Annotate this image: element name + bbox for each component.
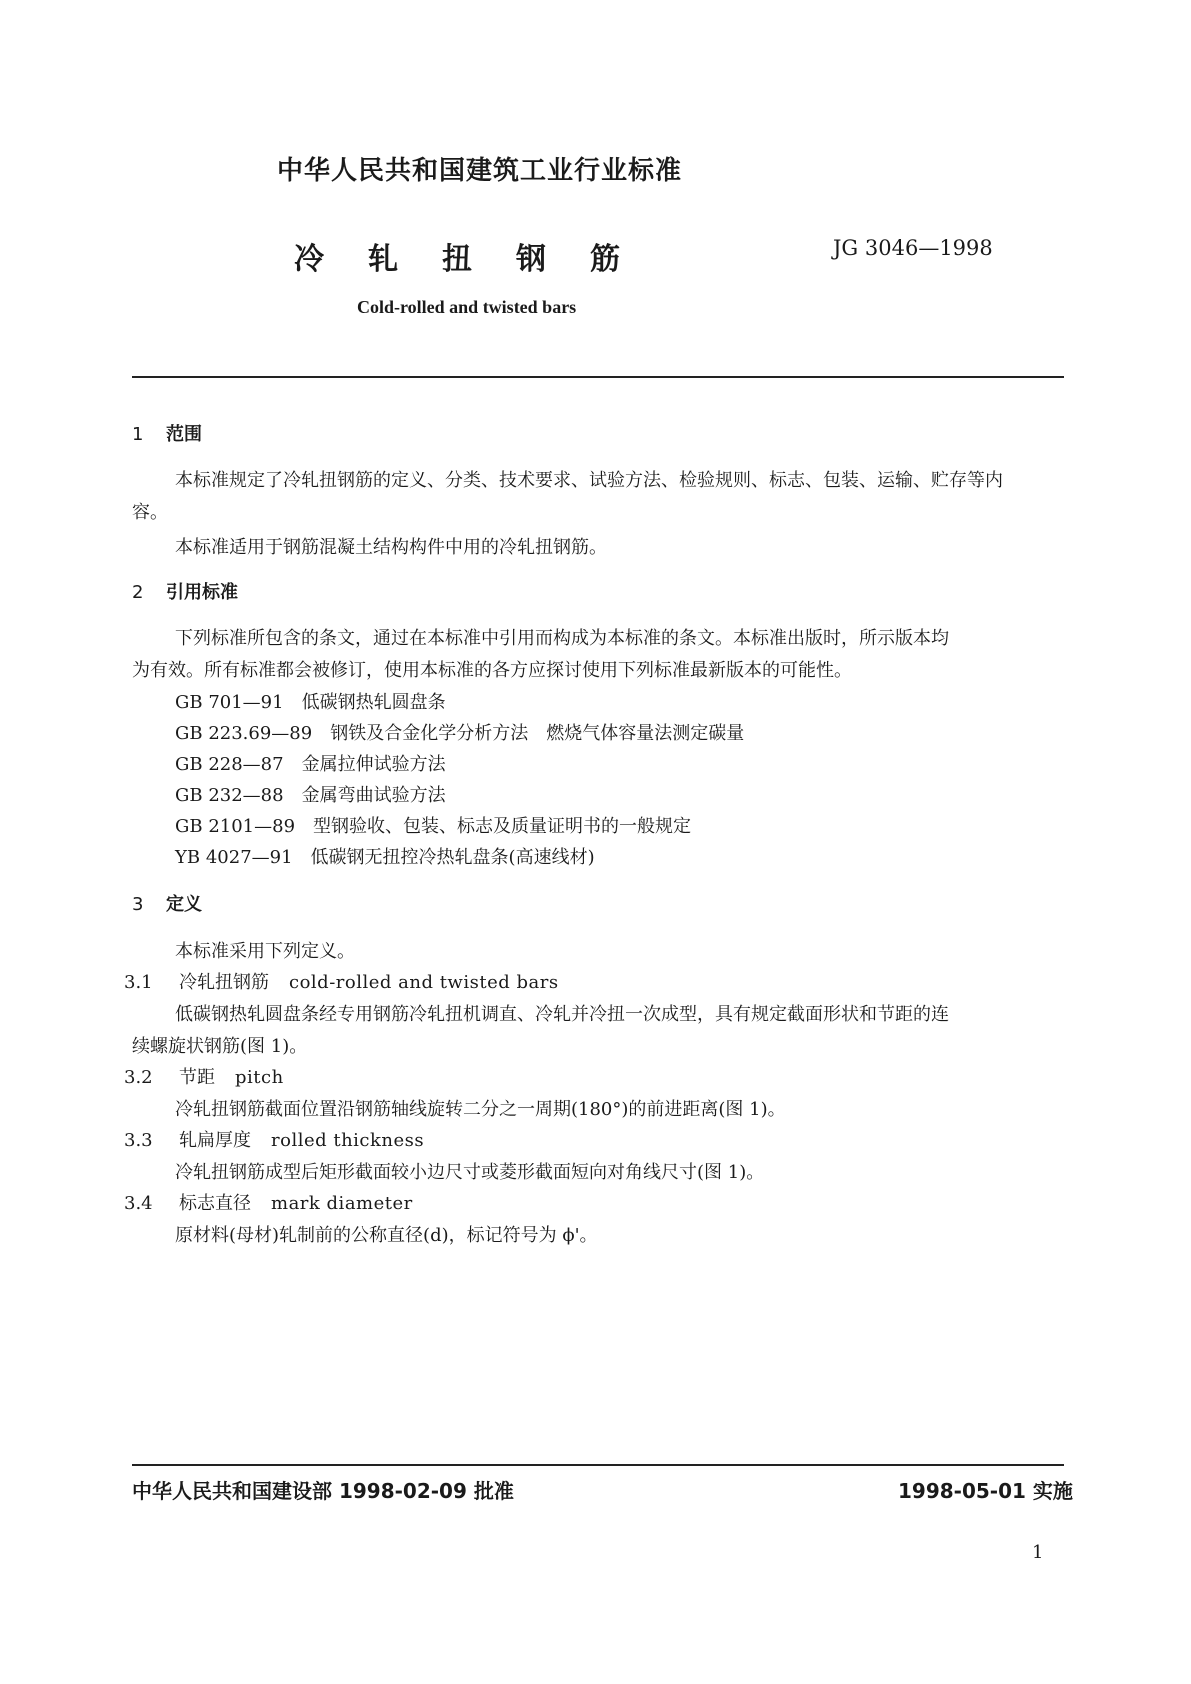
reference-code: GB 223.69—89 xyxy=(175,723,313,744)
reference-item xyxy=(175,719,744,745)
s1-paragraph-1-line-1: 本标准规定了冷轧扭钢筋的定义、分类、技术要求、试验方法、检验规则、标志、包装、运输、贮存等内 xyxy=(175,470,1003,491)
section-2-heading xyxy=(132,578,238,604)
definition-number: 3.1 xyxy=(124,972,153,993)
term-en: cold-rolled and twisted bars xyxy=(289,972,559,993)
effective-date: 1998-05-01 实施 xyxy=(898,1479,1073,1503)
reference-item xyxy=(175,688,446,714)
section-title: 定义 xyxy=(166,894,202,915)
term-cn: 标志直径 xyxy=(179,1193,251,1214)
document-title-en: Cold-rolled and twisted bars xyxy=(357,297,577,317)
reference-title: 低碳钢热轧圆盘条 xyxy=(301,692,446,713)
term-en: rolled thickness xyxy=(271,1130,425,1151)
term-en: mark diameter xyxy=(271,1193,413,1214)
s2-paragraph-line-2: 为有效。所有标准都会被修订，使用本标准的各方应探讨使用下列标准最新版本的可能性。 xyxy=(132,660,852,681)
reference-title: 型钢验收、包装、标志及质量证明书的一般规定 xyxy=(313,816,692,837)
standard-code: JG 3046—1998 xyxy=(833,236,993,260)
reference-item xyxy=(175,812,691,838)
s1-paragraph-1-line-2: 容。 xyxy=(132,502,168,523)
reference-title: 低碳钢无扭控冷热轧盘条(高速线材) xyxy=(310,847,595,868)
reference-title: 金属弯曲试验方法 xyxy=(301,785,446,806)
section-title: 引用标准 xyxy=(166,582,238,603)
reference-code: GB 232—88 xyxy=(175,785,284,806)
definition-3-1-text-line-1: 低碳钢热轧圆盘条经专用钢筋冷轧扭机调直、冷轧并冷扭一次成型，具有规定截面形状和节距的连 xyxy=(175,1004,949,1025)
reference-item xyxy=(175,750,446,776)
document-title-cn: 冷轧扭钢筋 xyxy=(294,242,664,277)
definition-3-1-heading xyxy=(124,968,559,994)
s1-paragraph-2: 本标准适用于钢筋混凝土结构构件中用的冷轧扭钢筋。 xyxy=(175,537,607,558)
reference-item xyxy=(175,843,595,869)
definition-3-4-text: 原材料(母材)轧制前的公称直径(d)，标记符号为 ϕ'。 xyxy=(175,1225,598,1246)
section-number: 2 xyxy=(132,582,144,603)
reference-code: GB 701—91 xyxy=(175,692,284,713)
definition-number: 3.4 xyxy=(124,1193,153,1214)
term-cn: 轧扁厚度 xyxy=(179,1130,251,1151)
section-1-heading xyxy=(132,420,202,446)
section-title: 范围 xyxy=(166,424,202,445)
definition-3-2-text: 冷轧扭钢筋截面位置沿钢筋轴线旋转二分之一周期(180°)的前进距离(图 1)。 xyxy=(175,1099,786,1120)
definition-3-4-heading xyxy=(124,1189,413,1215)
header-divider xyxy=(132,376,1064,378)
reference-item xyxy=(175,781,446,807)
page-number: 1 xyxy=(1032,1542,1044,1563)
term-en: pitch xyxy=(235,1067,284,1088)
definition-3-3-text: 冷轧扭钢筋成型后矩形截面较小边尺寸或菱形截面短向对角线尺寸(图 1)。 xyxy=(175,1162,765,1183)
reference-code: GB 2101—89 xyxy=(175,816,296,837)
term-cn: 节距 xyxy=(179,1067,215,1088)
footer-divider xyxy=(132,1464,1064,1466)
definition-3-2-heading xyxy=(124,1063,284,1089)
section-3-heading xyxy=(132,890,202,916)
approval-statement: 中华人民共和国建设部 1998-02-09 批准 xyxy=(132,1479,514,1503)
section-number: 3 xyxy=(132,894,144,915)
reference-code: GB 228—87 xyxy=(175,754,284,775)
reference-code: YB 4027—91 xyxy=(175,847,293,868)
definition-number: 3.2 xyxy=(124,1067,153,1088)
reference-title: 金属拉伸试验方法 xyxy=(301,754,446,775)
s3-intro: 本标准采用下列定义。 xyxy=(175,941,355,962)
s2-paragraph-line-1: 下列标准所包含的条文，通过在本标准中引用而构成为本标准的条文。本标准出版时，所示版本均 xyxy=(175,628,949,649)
definition-number: 3.3 xyxy=(124,1130,153,1151)
issuing-body-title: 中华人民共和国建筑工业行业标准 xyxy=(277,156,683,186)
section-number: 1 xyxy=(132,424,144,445)
reference-title: 钢铁及合金化学分析方法 燃烧气体容量法测定碳量 xyxy=(330,723,745,744)
term-cn: 冷轧扭钢筋 xyxy=(179,972,269,993)
definition-3-3-heading xyxy=(124,1126,424,1152)
definition-3-1-text-line-2: 续螺旋状钢筋(图 1)。 xyxy=(132,1036,308,1057)
